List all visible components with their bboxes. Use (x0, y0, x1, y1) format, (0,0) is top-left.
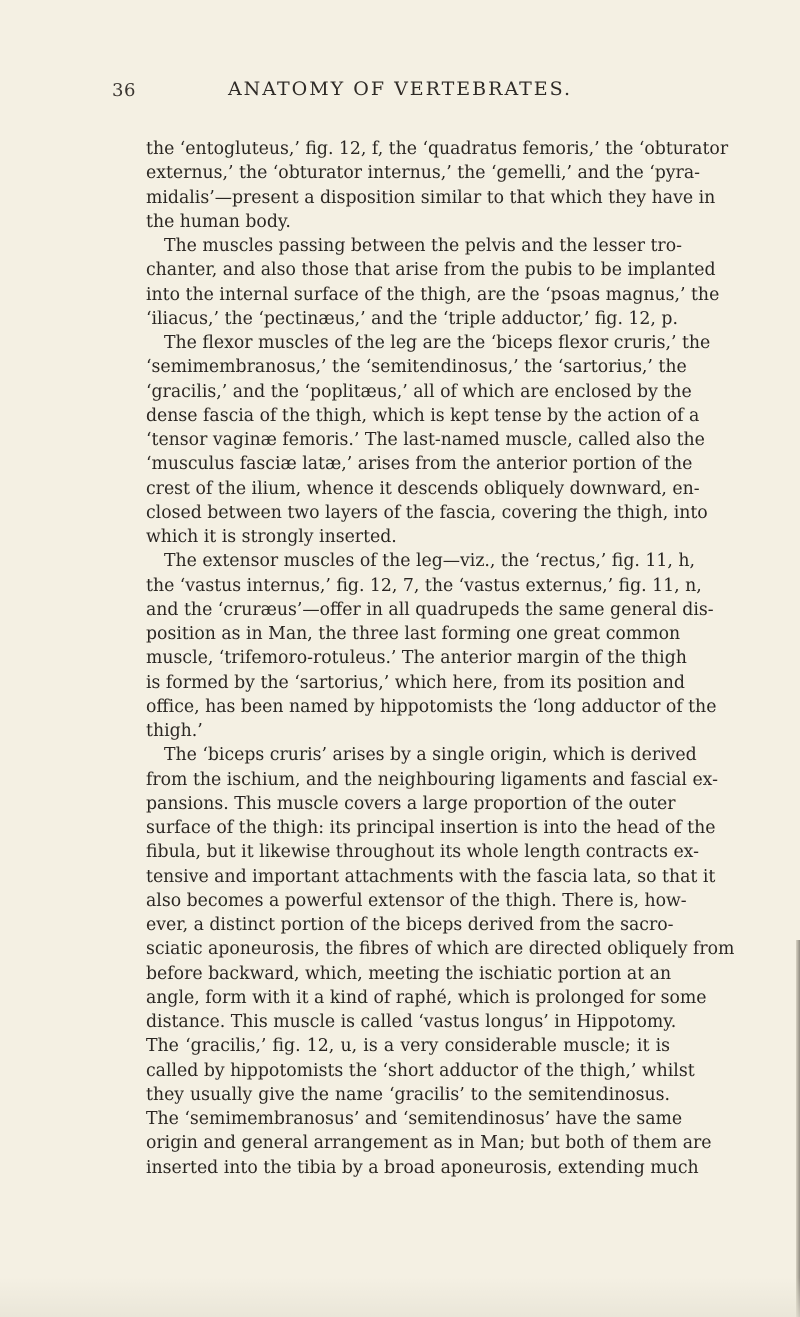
text-line: ‘iliacus,’ the ‘pectinæus,’ and the ‘triple adductor,’ fig. 12, p. (146, 308, 678, 329)
page-edge-shadow (796, 940, 800, 1317)
text-line: crest of the ilium, whence it descends obliquely downward, en- (146, 478, 700, 499)
text-line: ‘semimembranosus,’ the ‘semitendinosus,’ the ‘sartorius,’ the (146, 357, 687, 378)
text-line: The ‘semimembranosus’ and ‘semitendinosus’ have the same (146, 1109, 683, 1129)
text-line: dense fascia of the thigh, which is kept tense by the action of a (146, 405, 700, 426)
text-line: The flexor muscles of the leg are the ‘biceps flexor cruris,’ the (164, 333, 711, 353)
text-line: ever, a distinct portion of the biceps derived from the sacro- (146, 915, 674, 935)
text-line: called by hippotomists the ‘short adductor of the thigh,’ whilst (146, 1060, 695, 1081)
text-line: The extensor muscles of the leg—viz., the ‘rectus,’ fig. 11, h, (164, 551, 695, 572)
text-line: surface of the thigh: its principal insertion is into the head of the (146, 818, 716, 838)
text-line: angle, form with it a kind of raphé, which is prolonged for some (146, 987, 707, 1008)
running-head: ANATOMY OF VERTEBRATES. (227, 78, 573, 100)
text-line: pansions. This muscle covers a large proportion of the outer (146, 793, 676, 814)
text-line: the ‘vastus internus,’ fig. 12, 7, the ‘vastus externus,’ fig. 11, n, (146, 575, 702, 596)
page-header (0, 80, 800, 110)
body-text (146, 137, 735, 1180)
text-line: ‘gracilis,’ and the ‘poplitæus,’ all of which are enclosed by the (146, 381, 692, 402)
text-line: thigh.’ (146, 721, 203, 741)
text-line: tensive and important attachments with the fascia lata, so that it (146, 866, 716, 887)
text-line: is formed by the ‘sartorius,’ which here, from its position and (146, 672, 685, 693)
text-line: ‘tensor vaginæ femoris.’ The last-named muscle, called also the (146, 430, 705, 450)
text-line: which it is strongly inserted. (146, 527, 397, 547)
text-line: into the internal surface of the thigh, are the ‘psoas magnus,’ the (146, 284, 720, 305)
text-line: distance. This muscle is called ‘vastus longus’ in Hippotomy. (146, 1012, 677, 1032)
text-line: fibula, but it likewise throughout its whole length contracts ex- (146, 842, 699, 863)
text-line: externus,’ the ‘obturator internus,’ the ‘gemelli,’ and the ‘pyra- (146, 163, 700, 184)
text-line: origin and general arrangement as in Man; but both of them are (146, 1133, 712, 1154)
text-line: and the ‘cruræus’—offer in all quadrupeds the same general dis- (146, 599, 714, 620)
text-line: position as in Man, the three last forming one great common (146, 624, 681, 644)
text-line: muscle, ‘trifemoro-rotuleus.’ The anterior margin of the thigh (146, 648, 687, 669)
page-bottom-shade (0, 1277, 800, 1317)
text-line: from the ischium, and the neighbouring ligaments and fascial ex- (146, 769, 718, 790)
text-line: inserted into the tibia by a broad aponeurosis, extending much (146, 1157, 699, 1178)
text-line: closed between two layers of the fascia, covering the thigh, into (146, 502, 708, 523)
text-line: the human body. (146, 211, 291, 232)
text-line: office, has been named by hippotomists the ‘long adductor of the (146, 696, 717, 717)
text-line: chanter, and also those that arise from the pubis to be implanted (146, 260, 716, 281)
text-line: The ‘biceps cruris’ arises by a single origin, which is derived (164, 745, 697, 766)
text-line: the ‘entogluteus,’ fig. 12, f, the ‘quadratus femoris,’ the ‘obturator (146, 139, 729, 159)
text-line: The muscles passing between the pelvis and the lesser tro- (164, 236, 682, 256)
text-line: midalis’—present a disposition similar to that which they have in (146, 187, 716, 208)
text-line: sciatic aponeurosis, the fibres of which are directed obliquely from (146, 939, 735, 960)
text-line: they usually give the name ‘gracilis’ to the semitendinosus. (146, 1084, 670, 1105)
text-line: ‘musculus fasciæ latæ,’ arises from the anterior portion of the (146, 454, 693, 475)
text-line: also becomes a powerful extensor of the thigh. There is, how- (146, 890, 687, 911)
text-line: The ‘gracilis,’ fig. 12, u, is a very considerable muscle; it is (146, 1036, 670, 1057)
text-line: before backward, which, meeting the ischiatic portion at an (146, 963, 672, 984)
page-number: 36 (112, 80, 136, 101)
